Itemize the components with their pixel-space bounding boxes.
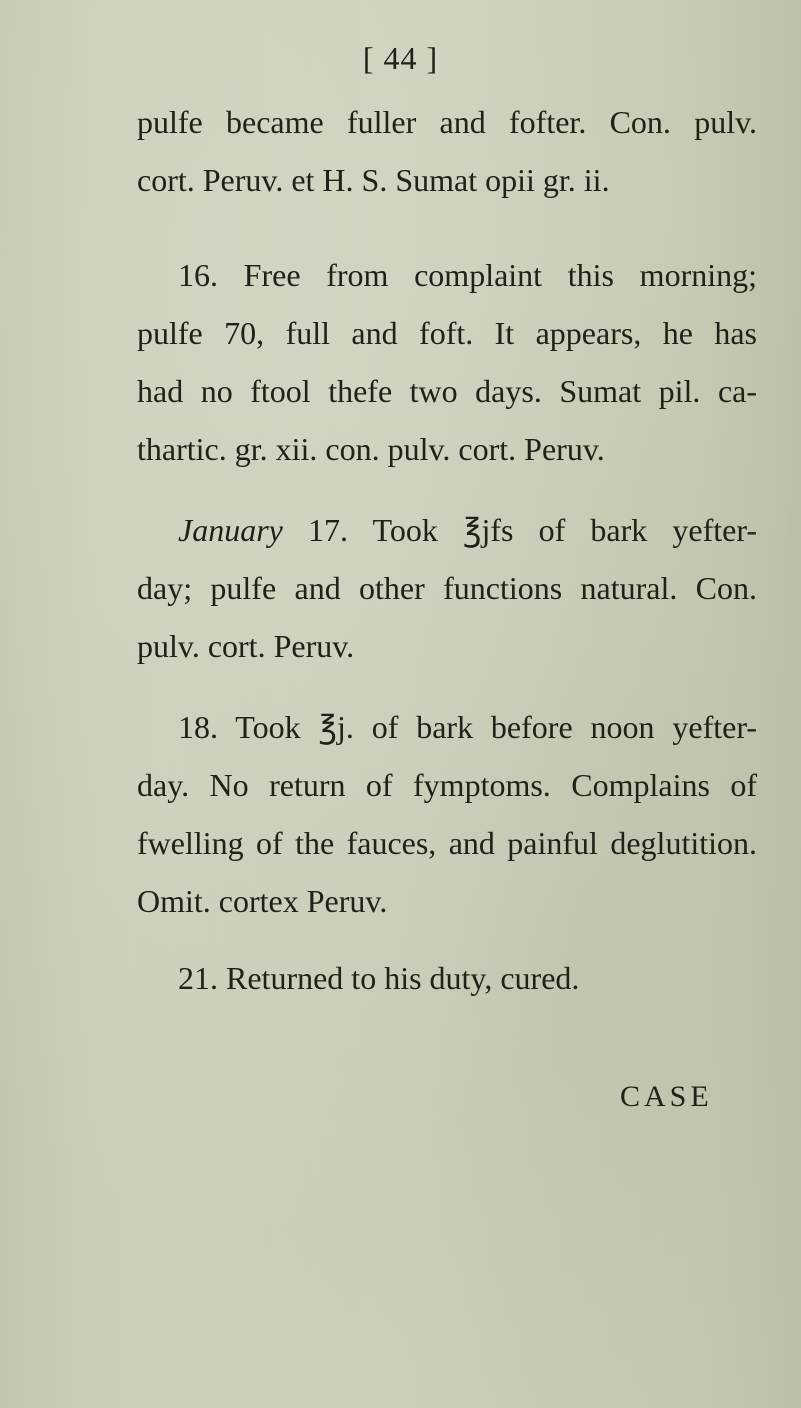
text-line: Omit. cortex Peruv. <box>137 883 388 919</box>
text-line: pulfe 70, full and foft. It appears, he has <box>137 315 757 351</box>
catchword: CASE <box>620 1080 713 1113</box>
text-line: day; pulfe and other functions natural. Con. <box>137 570 757 606</box>
text-line: pulv. cort. Peruv. <box>137 628 355 664</box>
text-line: cort. Peruv. et H. S. Sumat opii gr. ii. <box>137 162 610 198</box>
text-line: 18. Took ℥j. of bark before noon yefter- <box>178 709 757 745</box>
text-segment: 17. Took ℥jfs of bark yefter- <box>308 512 758 548</box>
text-line: 21. Returned to his duty, cured. <box>178 960 580 996</box>
text-line: 16. Free from complaint this morning; <box>178 257 757 293</box>
text-line <box>178 510 757 550</box>
page-number: [ 44 ] <box>362 40 439 76</box>
text-line: fwelling of the fauces, and painful deglutition. <box>137 825 757 861</box>
text-line: had no ftool thefe two days. Sumat pil. ca- <box>137 373 757 409</box>
text-line: thartic. gr. xii. con. pulv. cort. Peruv. <box>137 431 605 467</box>
entry-date: January <box>178 512 283 548</box>
text-line: day. No return of fymptoms. Complains of <box>137 767 757 803</box>
text-line: pulfe became fuller and fofter. Con. pulv. <box>137 104 757 140</box>
